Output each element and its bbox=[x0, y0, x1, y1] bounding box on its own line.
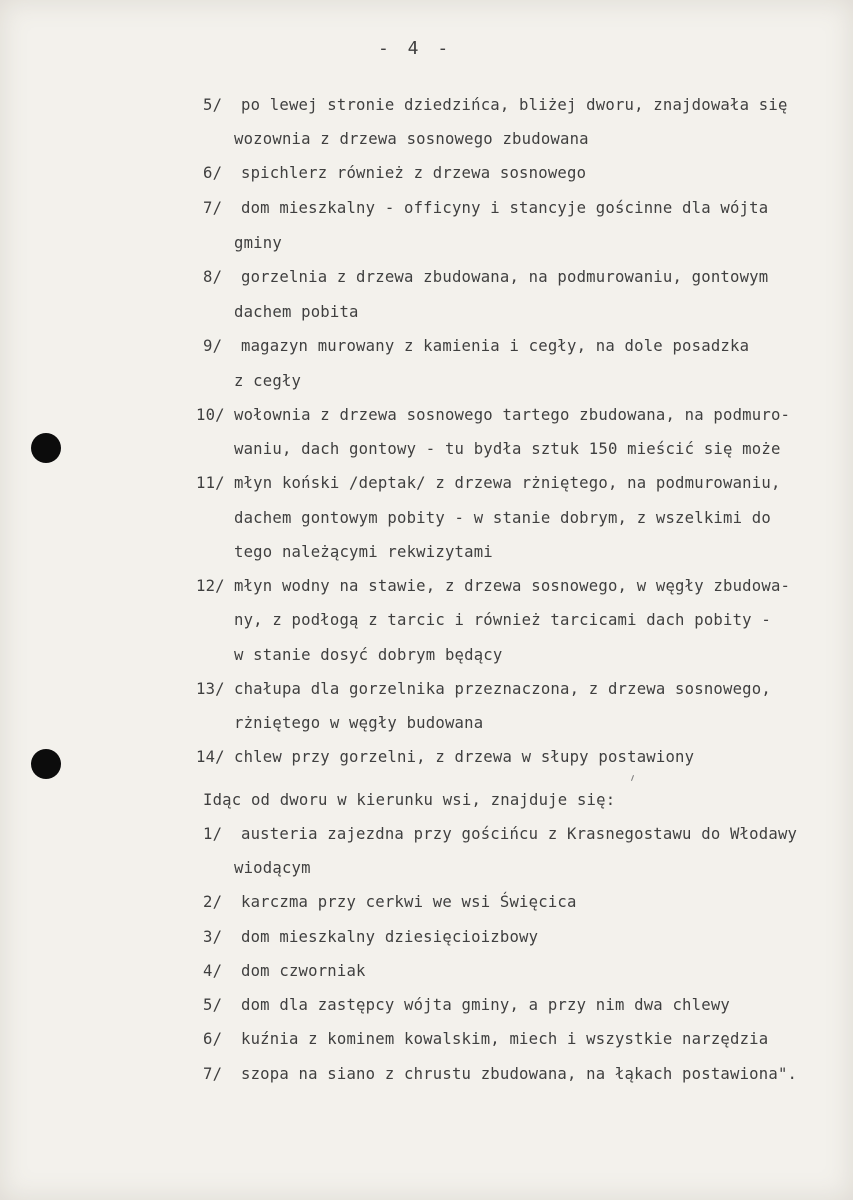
text-line: wozownia z drzewa sosnowego zbudowana bbox=[234, 130, 589, 148]
line-text: karczma przy cerkwi we wsi Święcica bbox=[241, 893, 577, 911]
text-line bbox=[196, 680, 771, 698]
item-number: 6/ bbox=[203, 164, 223, 182]
text-line bbox=[196, 406, 790, 424]
text-line bbox=[203, 268, 768, 286]
text-line bbox=[196, 474, 781, 492]
item-number: 7/ bbox=[203, 199, 223, 217]
page-number: - 4 - bbox=[378, 38, 453, 59]
text-line bbox=[203, 962, 366, 980]
text-line: w stanie dosyć dobrym będący bbox=[234, 646, 503, 664]
text-line: waniu, dach gontowy - tu bydła sztuk 150 mieścić się może bbox=[234, 440, 781, 458]
item-number: 5/ bbox=[203, 996, 223, 1014]
line-text: młyn wodny na stawie, z drzewa sosnowego, w węgły zbudowa- bbox=[234, 577, 791, 595]
text-line bbox=[196, 577, 790, 595]
line-text: chlew przy gorzelni, z drzewa w słupy postawiony bbox=[234, 748, 695, 766]
line-text: szopa na siano z chrustu zbudowana, na łąkach postawiona". bbox=[241, 1065, 798, 1083]
line-text: kuźnia z kominem kowalskim, miech i wszystkie narzędzia bbox=[241, 1030, 769, 1048]
text-line: ny, z podłogą z tarcic i również tarcicami dach pobity - bbox=[234, 611, 771, 629]
item-number: 9/ bbox=[203, 337, 223, 355]
text-line: dachem pobita bbox=[234, 303, 359, 321]
line-text: spichlerz również z drzewa sosnowego bbox=[241, 164, 587, 182]
section-heading: Idąc od dworu w kierunku wsi, znajduje się: bbox=[203, 791, 616, 809]
text-line bbox=[203, 337, 749, 355]
line-text: dom mieszkalny - officyny i stancyje gościnne dla wójta bbox=[241, 199, 769, 217]
text-line bbox=[203, 199, 768, 217]
line-text: dom czworniak bbox=[241, 962, 366, 980]
item-number: 6/ bbox=[203, 1030, 223, 1048]
text-line: tego należącymi rekwizytami bbox=[234, 543, 493, 561]
text-line bbox=[203, 1065, 797, 1083]
item-number: 12/ bbox=[196, 577, 225, 595]
item-number: 8/ bbox=[203, 268, 223, 286]
item-number: 4/ bbox=[203, 962, 223, 980]
pen-mark bbox=[631, 775, 634, 781]
line-text: dom dla zastępcy wójta gminy, a przy nim dwa chlewy bbox=[241, 996, 730, 1014]
text-line bbox=[203, 96, 788, 114]
line-text: chałupa dla gorzelnika przeznaczona, z drzewa sosnowego, bbox=[234, 680, 771, 698]
text-line bbox=[203, 893, 577, 911]
item-number: 7/ bbox=[203, 1065, 223, 1083]
line-text: dom mieszkalny dziesięcioizbowy bbox=[241, 928, 539, 946]
item-number: 10/ bbox=[196, 406, 225, 424]
text-line: wiodącym bbox=[234, 859, 311, 877]
line-text: gorzelnia z drzewa zbudowana, na podmurowaniu, gontowym bbox=[241, 268, 769, 286]
line-text: młyn koński /deptak/ z drzewa rżniętego, na podmurowaniu, bbox=[234, 474, 781, 492]
item-number: 13/ bbox=[196, 680, 225, 698]
line-text: magazyn murowany z kamienia i cegły, na dole posadzka bbox=[241, 337, 750, 355]
text-line: dachem gontowym pobity - w stanie dobrym, z wszelkimi do bbox=[234, 509, 771, 527]
line-text: po lewej stronie dziedzińca, bliżej dworu, znajdowała się bbox=[241, 96, 788, 114]
text-line bbox=[203, 996, 730, 1014]
item-number: 1/ bbox=[203, 825, 223, 843]
text-line bbox=[203, 928, 538, 946]
punch-hole bbox=[31, 433, 61, 463]
item-number: 5/ bbox=[203, 96, 223, 114]
line-text: wołownia z drzewa sosnowego tartego zbudowana, na podmuro- bbox=[234, 406, 791, 424]
text-line bbox=[203, 164, 586, 182]
text-line bbox=[203, 1030, 768, 1048]
item-number: 14/ bbox=[196, 748, 225, 766]
text-line: gminy bbox=[234, 234, 282, 252]
line-text: austeria zajezdna przy gościńcu z Krasnegostawu do Włodawy bbox=[241, 825, 798, 843]
item-number: 11/ bbox=[196, 474, 225, 492]
item-number: 2/ bbox=[203, 893, 223, 911]
item-number: 3/ bbox=[203, 928, 223, 946]
text-line: rżniętego w węgły budowana bbox=[234, 714, 484, 732]
text-line bbox=[203, 825, 797, 843]
punch-hole bbox=[31, 749, 61, 779]
text-line bbox=[196, 748, 694, 766]
text-line: z cegły bbox=[234, 372, 302, 390]
